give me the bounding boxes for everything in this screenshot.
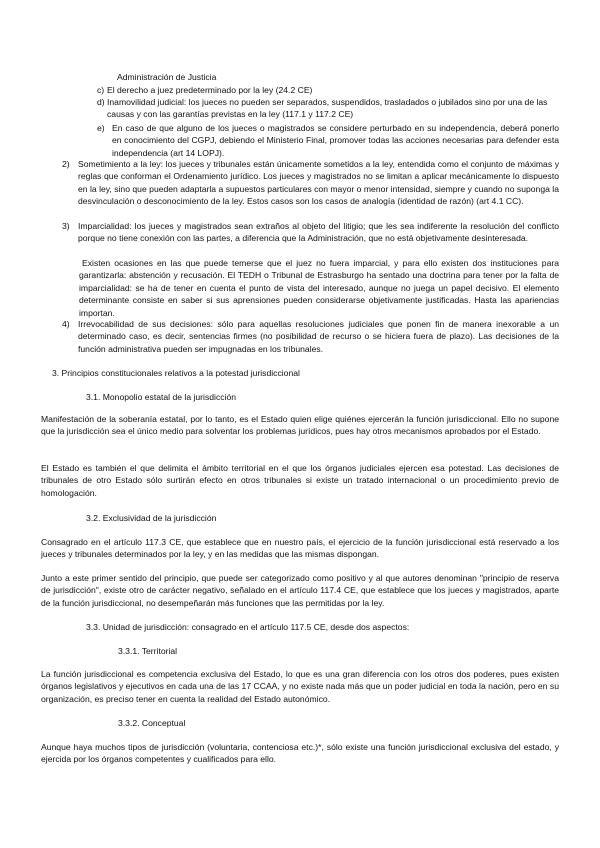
list-item-label: e) bbox=[97, 123, 105, 133]
principle-text: Imparcialidad: los jueces y magistrados sean extraños al objeto del litigio; que les sea indiferente la resolución del conflicto porque no tiene conexión con las partes, a diferencia que la Administración, que no está objetivamente desinteresada. bbox=[78, 221, 559, 244]
principle-text: Sometimiento a la ley: los jueces y tribunales están únicamente sometidos a la ley, entendida como el conjunto de máximas y reglas que conforman el Ordenamiento jurídico. Los jueces y magistrados no se limitan a aplicar mecánicamente lo dispuesto en la ley, sino que pueden adaptarla a supuestos particulares con mayor o menor intensidad, siempre y cuando no suponga la desvinculación o desconocimiento de la ley. Estos casos son los casos de analogía (identidad de razón) (art 4.1 CC). bbox=[78, 159, 559, 207]
list-item-e bbox=[97, 122, 559, 159]
section-3-3-heading: 3.3. Unidad de jurisdicción: consagrado en el artículo 117.5 CE, desde dos aspectos: bbox=[86, 622, 410, 632]
section-3-heading: 3. Principios constitucionales relativos a la potestad jurisdiccional bbox=[52, 368, 300, 378]
section-3-2-paragraph-2: Junto a este primer sentido del principio, que puede ser categorizado como positivo y al que autores denominan "principio de reserva de jurisdicción", existe otro de carácter negativo, señalado en el artículo 117.4 CE, que establece que los jueces y magistrados, aparte de la función jurisdiccional, no desempeñarán más funciones que las permitidas por la ley. bbox=[41, 573, 559, 608]
section-3-3-2-heading: 3.3.2. Conceptual bbox=[118, 718, 186, 728]
principle-imparcialidad-continuation: Existen ocasiones en las que puede temerse que el juez no fuera imparcial, y para ello existen dos instituciones para garantizarla: abstención y recusación. El TEDH o Tribunal de Estrasburgo ha sentado una doctrina para tener por la falta de imparcialidad: se ha de tener en cuenta el punto de vista del interesado, aunque no juega un papel decisivo. El elemento determinante consiste en saber si sus aprensiones pueden considerarse objetivamente justificadas. Hasta las apariencias importan. bbox=[79, 258, 559, 318]
list-item-label: d) bbox=[97, 97, 105, 107]
list-item-text: El derecho a juez predeterminado por la ley (24.2 CE) bbox=[107, 85, 313, 95]
principle-text: Irrevocabilidad de sus decisiones: sólo para aquellas resoluciones judiciales que ponen fin de manera inexorable a un determinado caso, es decir, sentencias firmes (no posibilidad de recurso o se hiciera fuera de plazo). Las decisiones de la función administrativa pueden ser impugnadas en los tribunales. bbox=[78, 319, 559, 354]
section-3-1-paragraph-2: El Estado es también el que delimita el ámbito territorial en el que los órganos judiciales ejercen esa potestad. Las decisiones de tribunales de otro Estado sólo surtirán efecto en otros tribunales si existe un tratado internacional o un procedimiento previo de homologación. bbox=[41, 463, 559, 498]
section-3-3-1-paragraph: La función jurisdiccional es competencia exclusiva del Estado, lo que es una gran diferencia con los otros dos poderes, pues existen órganos legislativos y ejecutivos en cada una de las 17 CCAA, y no existe nada más que un poder judicial en toda la nación, pero en su organización, es preciso tener en cuenta la realidad del Estado autonómico. bbox=[41, 669, 559, 704]
principle-imparcialidad bbox=[62, 220, 559, 245]
section-3-1-paragraph-1: Manifestación de la soberanía estatal, por lo tanto, es el Estado quien elige quiénes ejercerán la función jurisdiccional. Ello no supone que la jurisdicción sea el único medio para solventar los problemas jurídicos, pues hay otros mecanismos aprobados por el Estado. bbox=[41, 414, 559, 437]
list-item-d bbox=[97, 96, 559, 121]
list-item-text: En caso de que alguno de los jueces o magistrados se considere perturbado en su independencia, deberá ponerlo en conocimiento del CGPJ, debiendo el Ministerio Final, promover todas las acciones necesarias para defender esta independencia (art 14 LOPJ). bbox=[112, 123, 559, 158]
principle-label: 2) bbox=[62, 159, 70, 169]
section-3-2-heading: 3.2. Exclusividad de la jurisdicción bbox=[86, 513, 217, 523]
principle-sometimiento bbox=[62, 158, 559, 208]
section-3-3-1-heading: 3.3.1. Territorial bbox=[118, 646, 178, 656]
list-item-c bbox=[97, 84, 559, 96]
section-3-2-paragraph-1: Consagrado en el artículo 117.3 CE, que establece que en nuestro país, el ejercicio de la función jurisdiccional está reservado a los jueces y tribunales determinados por la ley, y en las medidas que las mismas dispongan. bbox=[41, 537, 559, 560]
list-continuation-line: Administración de Justicia bbox=[117, 72, 217, 82]
section-3-1-heading: 3.1. Monopolio estatal de la jurisdicción bbox=[86, 392, 237, 402]
principle-label: 3) bbox=[62, 221, 70, 231]
principle-irrevocabilidad bbox=[62, 318, 559, 355]
list-item-text: Inamovilidad judicial: los jueces no pueden ser separados, suspendidos, trasladados o jubilados sino por una de las causas y con las garantías previstas en la ley (117.1 y 117.2 CE) bbox=[107, 97, 548, 120]
principle-label: 4) bbox=[62, 319, 70, 329]
list-item-label: c) bbox=[97, 85, 105, 95]
section-3-3-2-paragraph: Aunque haya muchos tipos de jurisdicción (voluntaria, contenciosa etc.)*, sólo existe una función jurisdiccional exclusiva del estado, y ejercida por los órganos competentes y cualificados para ello. bbox=[41, 742, 559, 765]
